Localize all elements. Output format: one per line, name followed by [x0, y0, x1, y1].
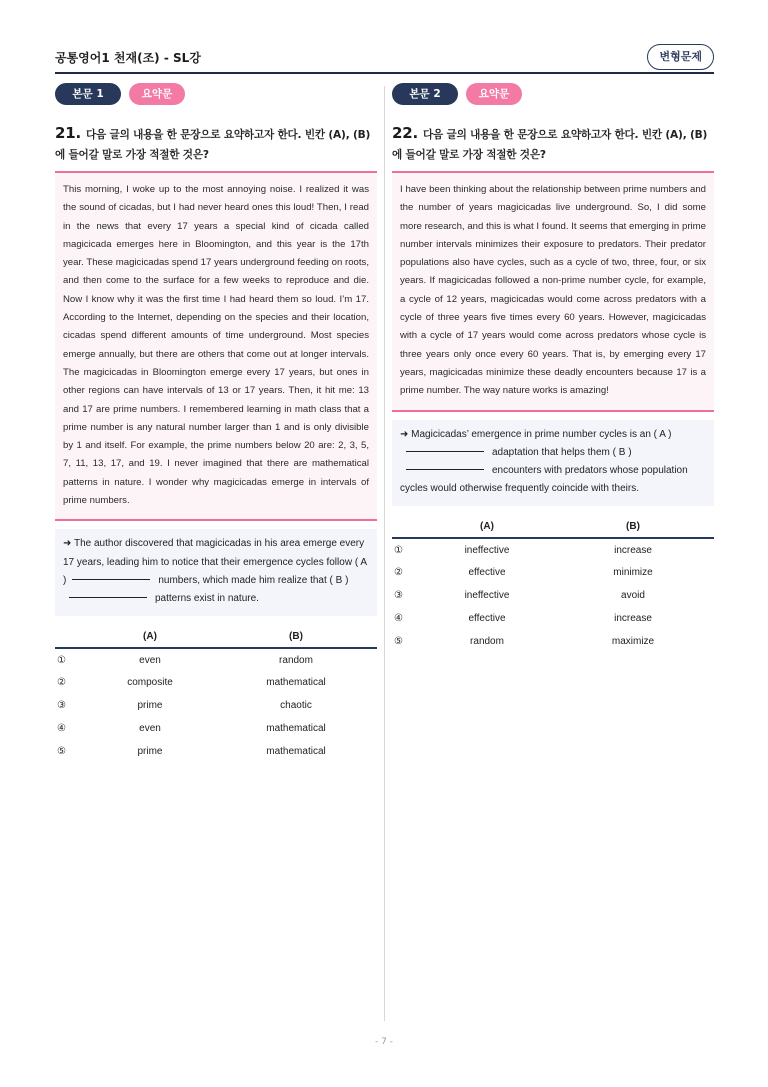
answer-option-3[interactable]: [55, 694, 377, 717]
question-prompt: [392, 123, 714, 165]
question-prompt: [55, 123, 377, 165]
option-number: ⑤: [394, 636, 403, 648]
option-number: ③: [57, 700, 66, 712]
header-num: [55, 626, 85, 648]
option-a: composite: [127, 677, 173, 689]
summary-box: [55, 529, 377, 616]
passage-box: I have been thinking about the relationship between prime numbers and the number of years magicicadas live underground. So, I did some more research, and this is what I found. It seems that emerging in prime number intervals minimizes their exposure to predators. Their predator populations also have cycles, such as a cycle of two, three, four, or six years. If magicicadas followed a non-prime number cycle, for example, a cycle of 12 years, magicicadas would come across predators with a cycle of three years five times every 60 years. However, magicicadas with a cycle of 17 years would come across predators whose cycle is three years only once every 60 years. That is, by emerging every 17 years, magicicadas minimize these deadly encounters because 17 is a prime number. The way nature works is amazing!: [392, 171, 714, 412]
passage-tag: 본문 2: [392, 83, 458, 105]
answer-option-1[interactable]: [55, 648, 377, 671]
option-a: effective: [468, 613, 506, 625]
blank-b: [69, 597, 147, 598]
answer-option-3[interactable]: [392, 584, 714, 607]
header-b: (B): [215, 626, 377, 648]
header-a: (A): [85, 626, 215, 648]
question-22-column: [392, 82, 714, 653]
blank-b: [406, 469, 484, 470]
option-number: ⑤: [57, 746, 66, 758]
answer-option-5[interactable]: [55, 740, 377, 763]
option-a: prime: [137, 700, 163, 712]
option-number: ③: [394, 590, 403, 602]
type-tag: 요약문: [466, 83, 522, 105]
option-a: even: [139, 723, 161, 735]
page-number: - 7 -: [375, 1037, 393, 1047]
answer-table: [392, 516, 714, 653]
option-number: ①: [394, 544, 403, 556]
option-b: chaotic: [280, 700, 312, 712]
answer-option-4[interactable]: [392, 607, 714, 630]
option-number: ②: [394, 567, 403, 579]
header-b: (B): [552, 516, 714, 538]
answer-option-2[interactable]: [392, 561, 714, 584]
option-a: ineffective: [464, 544, 510, 556]
passage-box: This morning, I woke up to the most annoying noise. I realized it was the sound of cicadas, but I had never heard ones this loud! Then, I read in the news that every 17 years a special kind of cicada called magicicada emerges here in Bloomington, and this year is the 17th year. These magicicadas spend 17 years underground feeding on roots, and then come to the surface for a few weeks to reproduce and die. Now I know why it was the first time I had heard them so loud. I’m 17. According to the Internet, depending on the species and their location, cicadas spend different amounts of time underground. Most species emerge annually, but there are others that come out at longer intervals. The magicicadas in Bloomington emerge every 17 years, but ones in other regions can have intervals of 13 or 17 years. Then, it hit me: 13 and 17 are prime numbers. I remembered learning in math class that a prime number is any natural number larger than 1 and is only divisible by 1 and itself. For example, the prime numbers below 20 are: 2, 3, 5, 7, 11, 13, 17, and 19. I never imagined that there are mathematical patterns in nature. I wonder why magicicadas emerge in intervals of prime numbers.: [55, 171, 377, 521]
header-num: [392, 516, 422, 538]
summary-part-2: adaptation that helps them ( B ): [492, 446, 632, 458]
option-number: ④: [57, 723, 66, 735]
header-a: (A): [422, 516, 552, 538]
option-b: increase: [614, 613, 652, 625]
blank-a: [72, 579, 150, 580]
page-title: 공통영어1 천재(조) - SL강: [55, 51, 201, 65]
option-a: effective: [468, 567, 506, 579]
answer-option-5[interactable]: [392, 630, 714, 653]
summary-part-3: encounters with predators whose population cycles would otherwise frequently coincide with theirs.: [400, 464, 688, 495]
option-b: mathematical: [266, 677, 326, 689]
question-21-column: [55, 82, 377, 763]
question-tags: [55, 82, 377, 106]
blank-a: [406, 451, 484, 452]
type-tag: 요약문: [129, 83, 185, 105]
passage-tag: 본문 1: [55, 83, 121, 105]
question-number: 21.: [55, 124, 81, 142]
summary-part-1: ➜ The author discovered that magicicadas in his area emerge every 17 years, leading him to notice that their emergence cycles follow ( A ): [63, 538, 367, 586]
option-b: mathematical: [266, 746, 326, 758]
question-text: 다음 글의 내용을 한 문장으로 요약하고자 한다. 빈칸 (A), (B)에 들어갈 말로 가장 적절한 것은?: [55, 129, 371, 161]
option-a: prime: [137, 746, 163, 758]
summary-part-2: numbers, which made him realize that ( B ): [158, 574, 349, 586]
page-header: [55, 42, 714, 74]
option-b: increase: [614, 544, 652, 556]
question-text: 다음 글의 내용을 한 문장으로 요약하고자 한다. 빈칸 (A), (B)에 들어갈 말로 가장 적절한 것은?: [392, 129, 708, 161]
option-b: maximize: [611, 636, 655, 648]
question-number: 22.: [392, 124, 418, 142]
summary-box: [392, 420, 714, 507]
answer-option-1[interactable]: [392, 538, 714, 561]
option-b: minimize: [613, 567, 653, 579]
answer-option-2[interactable]: [55, 671, 377, 694]
answer-table: [55, 626, 377, 763]
option-b: mathematical: [266, 723, 326, 735]
option-a: ineffective: [464, 590, 510, 602]
summary-part-3: patterns exist in nature.: [155, 592, 259, 604]
variant-badge: 변형문제: [647, 44, 714, 70]
option-number: ①: [57, 654, 66, 666]
option-a: even: [139, 654, 161, 666]
answer-option-4[interactable]: [55, 717, 377, 740]
question-tags: [392, 82, 714, 106]
option-number: ④: [394, 613, 403, 625]
option-b: random: [279, 654, 313, 666]
option-b: avoid: [621, 590, 645, 602]
column-divider: [384, 86, 385, 1021]
summary-part-1: ➜ Magicicadas’ emergence in prime number cycles is an ( A ): [400, 428, 672, 440]
option-a: random: [470, 636, 504, 648]
option-number: ②: [57, 677, 66, 689]
